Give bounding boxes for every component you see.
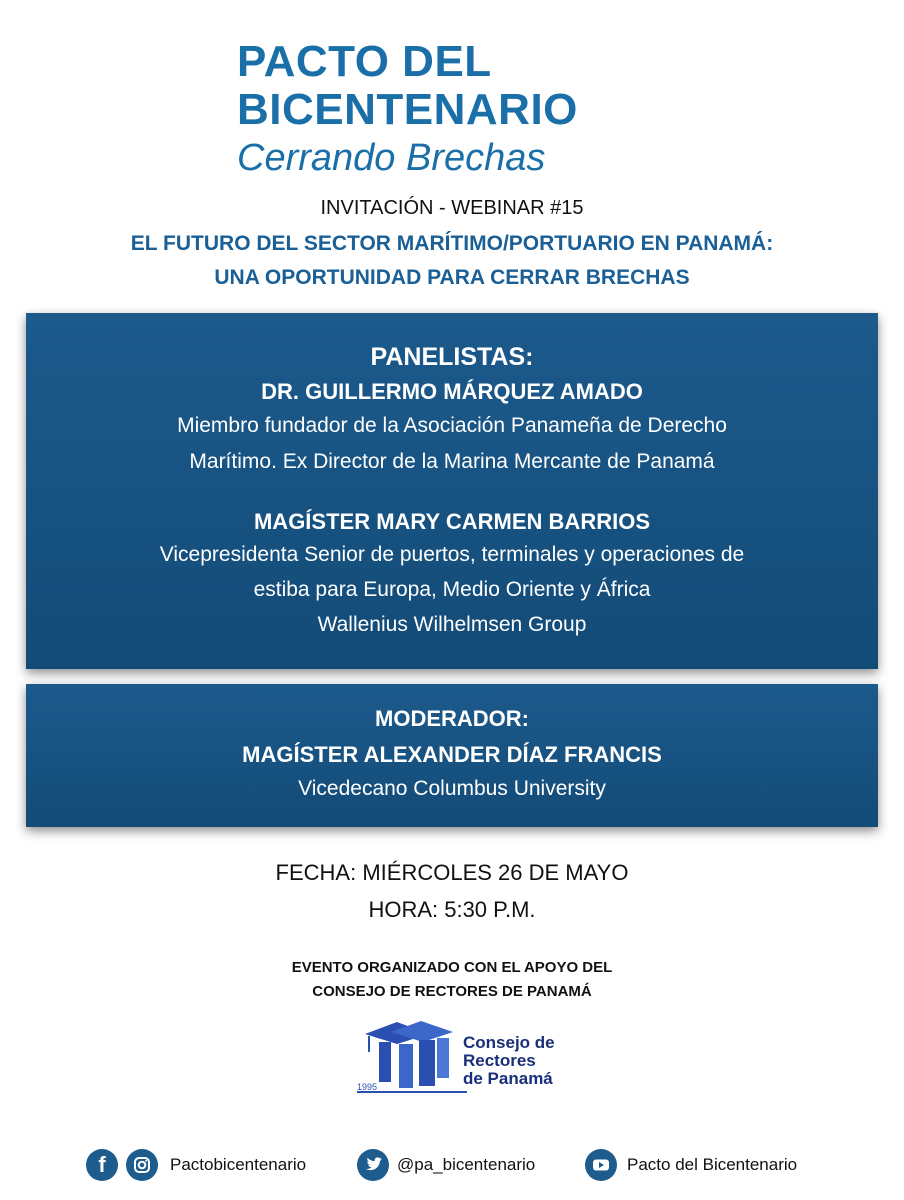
invitation-label: INVITACIÓN - WEBINAR #15 [320,197,584,219]
organizer-line1: EVENTO ORGANIZADO CON EL APOYO DEL [291,959,613,976]
panelist-1-desc-line2: Marítimo. Ex Director de la Marina Mercante de Panamá [189,450,715,473]
logo-year: 1995 [357,1082,378,1092]
panelist-2-name: MAGÍSTER MARY CARMEN BARRIOS [253,509,650,534]
panelist-1-desc-line1: Miembro fundador de la Asociación Panameña de Derecho [177,414,727,437]
organizer-line2: CONSEJO DE RECTORES DE PANAMÁ [312,983,592,1000]
logo-text-line2: Rectores [463,1051,536,1070]
event-time: HORA: 5:30 P.M. [368,897,536,922]
panelist-1-name: DR. GUILLERMO MÁRQUEZ AMADO [261,379,643,404]
event-title-line2: UNA OPORTUNIDAD PARA CERRAR BRECHAS [214,266,690,289]
moderator-name: MAGÍSTER ALEXANDER DÍAZ FRANCIS [242,742,662,767]
brand-title-line1: PACTO DEL [237,37,492,86]
youtube-icon[interactable] [585,1149,617,1181]
event-title-line1: EL FUTURO DEL SECTOR MARÍTIMO/PORTUARIO EN PANAMÁ: [130,232,774,255]
panelist-2-desc-line2: estiba para Europa, Medio Oriente y África [253,578,651,601]
panelist-2-desc-line3: Wallenius Wilhelmsen Group [317,613,587,636]
moderator-desc: Vicedecano Columbus University [298,777,606,800]
event-date: FECHA: MIÉRCOLES 26 DE MAYO [275,860,629,885]
consejo-rectores-logo [357,1018,577,1098]
panelist-2-desc-line1: Vicepresidenta Senior de puertos, terminales y operaciones de [159,543,745,566]
panelists-heading: PANELISTAS: [370,343,534,371]
moderator-heading: MODERADOR: [375,706,529,731]
logo-text-line3: de Panamá [463,1069,553,1088]
instagram-handle[interactable]: Pactobicentenario [170,1155,307,1174]
brand-tagline: Cerrando Brechas [237,137,546,179]
instagram-icon[interactable] [126,1149,158,1181]
panelists-panel [26,313,878,669]
logo-text-line1: Consejo de [463,1033,555,1052]
twitter-icon[interactable] [357,1149,389,1181]
moderator-panel [26,684,878,827]
brand-title-line2: BICENTENARIO [237,85,578,134]
youtube-channel[interactable]: Pacto del Bicentenario [627,1155,798,1174]
twitter-handle[interactable]: @pa_bicentenario [397,1155,536,1174]
facebook-icon[interactable]: f [86,1149,118,1181]
